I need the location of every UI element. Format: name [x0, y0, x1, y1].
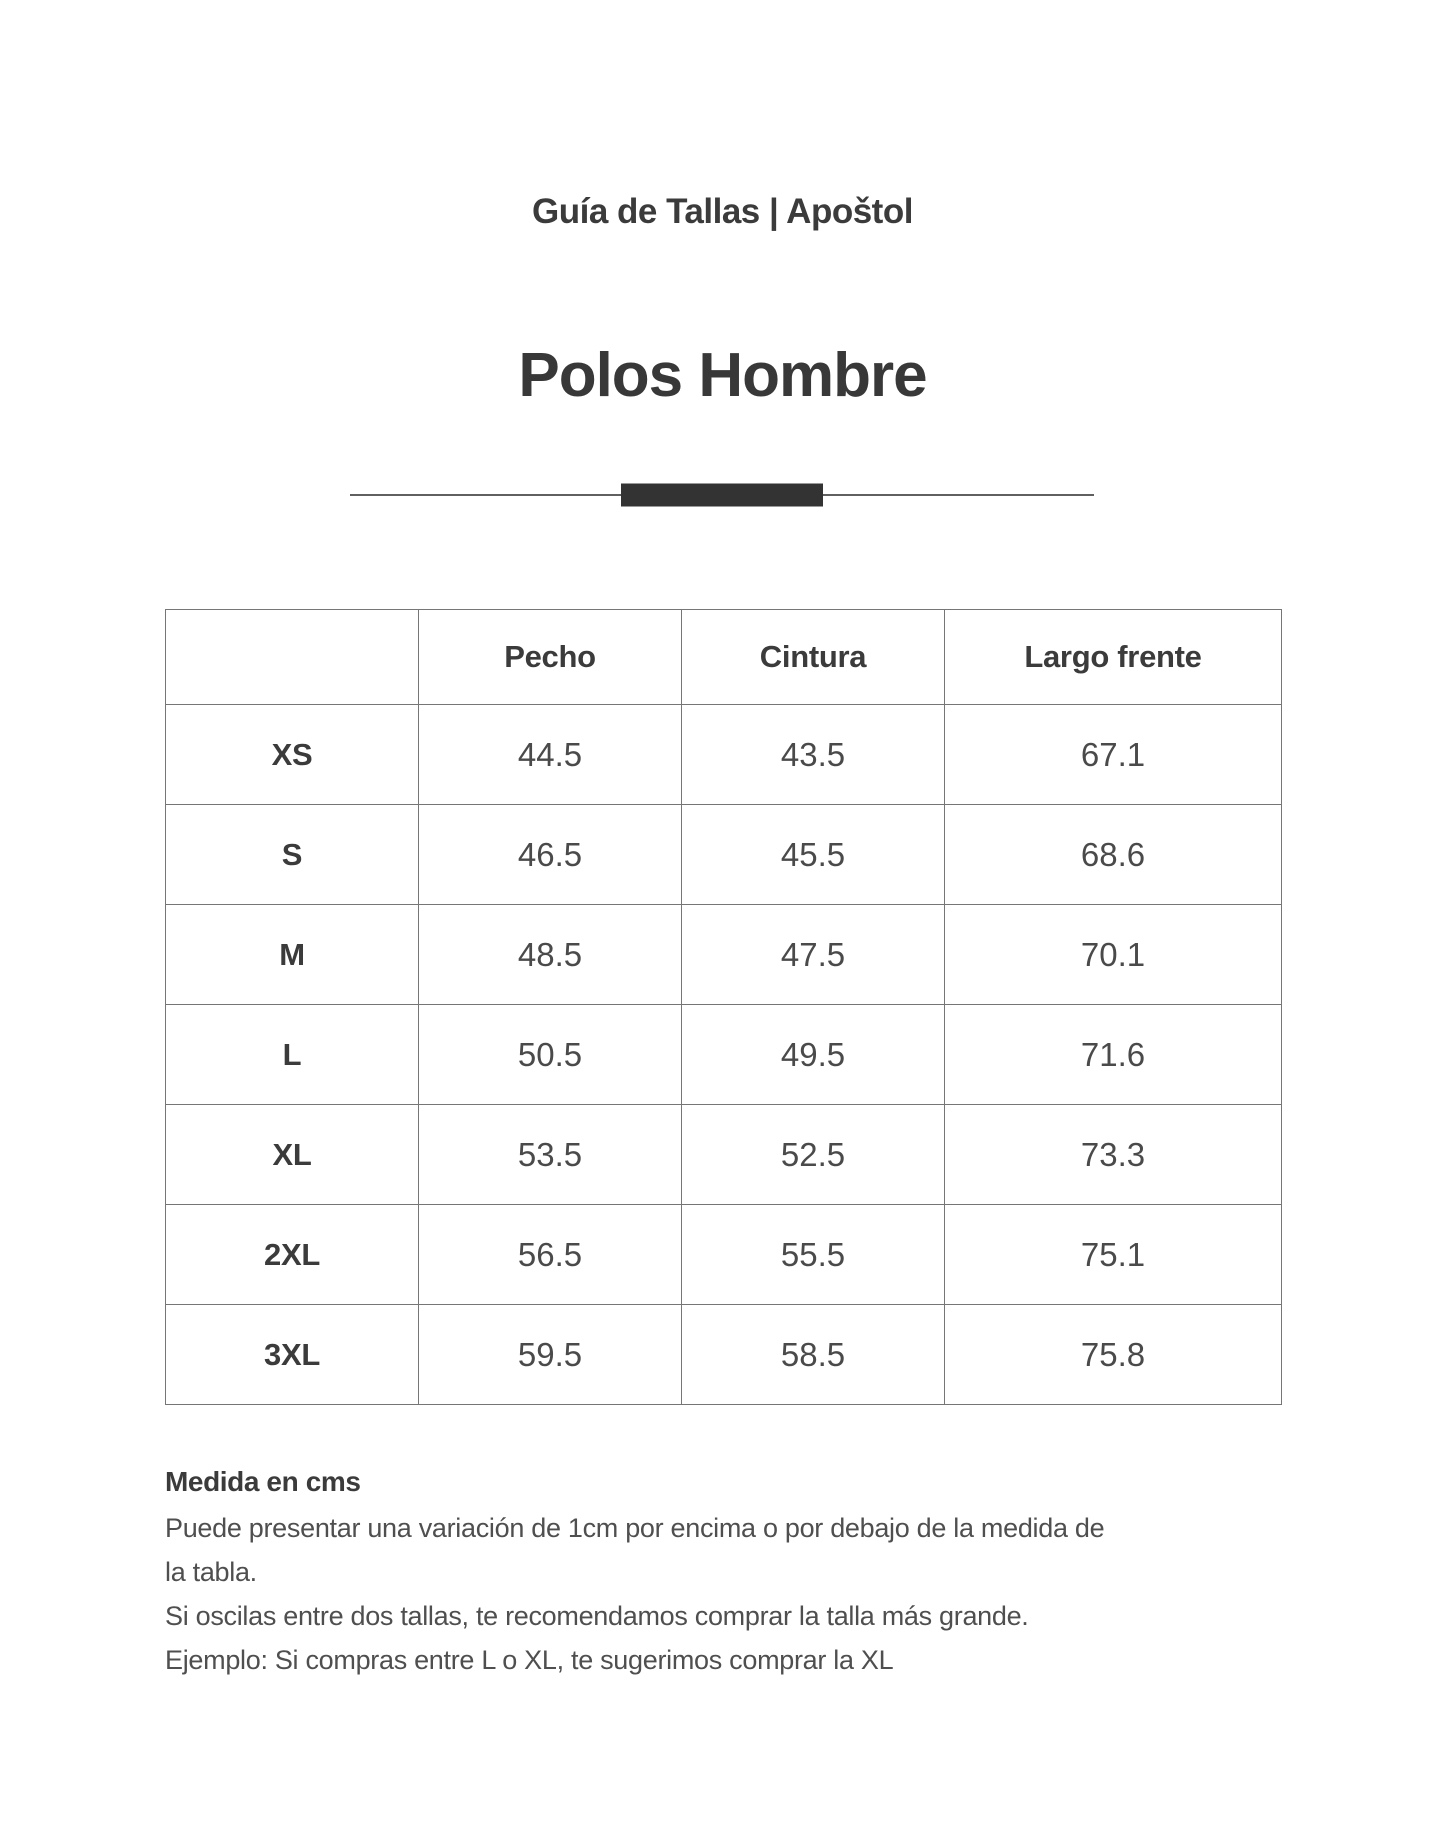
column-header-cintura: Cintura [682, 610, 945, 705]
size-table-row [166, 1305, 1282, 1405]
cintura-value-cell: 49.5 [682, 1005, 945, 1105]
cintura-value-cell: 43.5 [682, 705, 945, 805]
notes-section [165, 1462, 1225, 1682]
size-table-body [166, 705, 1282, 1405]
largo-frente-value-cell: 67.1 [945, 705, 1282, 805]
column-header-largo-frente: Largo frente [945, 610, 1282, 705]
notes-heading: Medida en cms [165, 1466, 361, 1497]
cintura-value-cell: 58.5 [682, 1305, 945, 1405]
largo-frente-value-cell: 75.8 [945, 1305, 1282, 1405]
cintura-value-cell: 47.5 [682, 905, 945, 1005]
pecho-value-cell: 56.5 [419, 1205, 682, 1305]
title-divider-line [350, 494, 1094, 496]
size-table-row [166, 805, 1282, 905]
pecho-value-cell: 59.5 [419, 1305, 682, 1405]
size-label-cell: 2XL [166, 1205, 419, 1305]
notes-body [165, 1506, 1225, 1682]
pecho-value-cell: 48.5 [419, 905, 682, 1005]
largo-frente-value-cell: 71.6 [945, 1005, 1282, 1105]
size-label-cell: 3XL [166, 1305, 419, 1405]
pecho-value-cell: 50.5 [419, 1005, 682, 1105]
largo-frente-value-cell: 73.3 [945, 1105, 1282, 1205]
cintura-value-cell: 45.5 [682, 805, 945, 905]
title-divider-block [621, 484, 823, 507]
size-table-row [166, 1205, 1282, 1305]
largo-frente-value-cell: 70.1 [945, 905, 1282, 1005]
note-line: Ejemplo: Si compras entre L o XL, te sugerimos comprar la XL [165, 1645, 894, 1675]
cintura-value-cell: 52.5 [682, 1105, 945, 1205]
size-table-row [166, 1105, 1282, 1205]
pecho-value-cell: 46.5 [419, 805, 682, 905]
pecho-value-cell: 53.5 [419, 1105, 682, 1205]
size-table-header-row [166, 610, 1282, 705]
cintura-value-cell: 55.5 [682, 1205, 945, 1305]
size-table [165, 609, 1282, 1405]
size-table-row [166, 1005, 1282, 1105]
column-header-size [166, 610, 419, 705]
size-label-cell: S [166, 805, 419, 905]
note-line: Si oscilas entre dos tallas, te recomendamos comprar la talla más grande. [165, 1601, 1029, 1631]
note-line: la tabla. [165, 1557, 257, 1587]
largo-frente-value-cell: 75.1 [945, 1205, 1282, 1305]
size-label-cell: XS [166, 705, 419, 805]
largo-frente-value-cell: 68.6 [945, 805, 1282, 905]
column-header-pecho: Pecho [419, 610, 682, 705]
size-label-cell: L [166, 1005, 419, 1105]
size-table-row [166, 705, 1282, 805]
pecho-value-cell: 44.5 [419, 705, 682, 805]
size-label-cell: XL [166, 1105, 419, 1205]
size-label-cell: M [166, 905, 419, 1005]
page-title: Polos Hombre [518, 341, 927, 410]
note-line: Puede presentar una variación de 1cm por encima o por debajo de la medida de [165, 1513, 1105, 1543]
size-table-row [166, 905, 1282, 1005]
brand-header: Guía de Tallas | Apoštol [532, 192, 913, 231]
